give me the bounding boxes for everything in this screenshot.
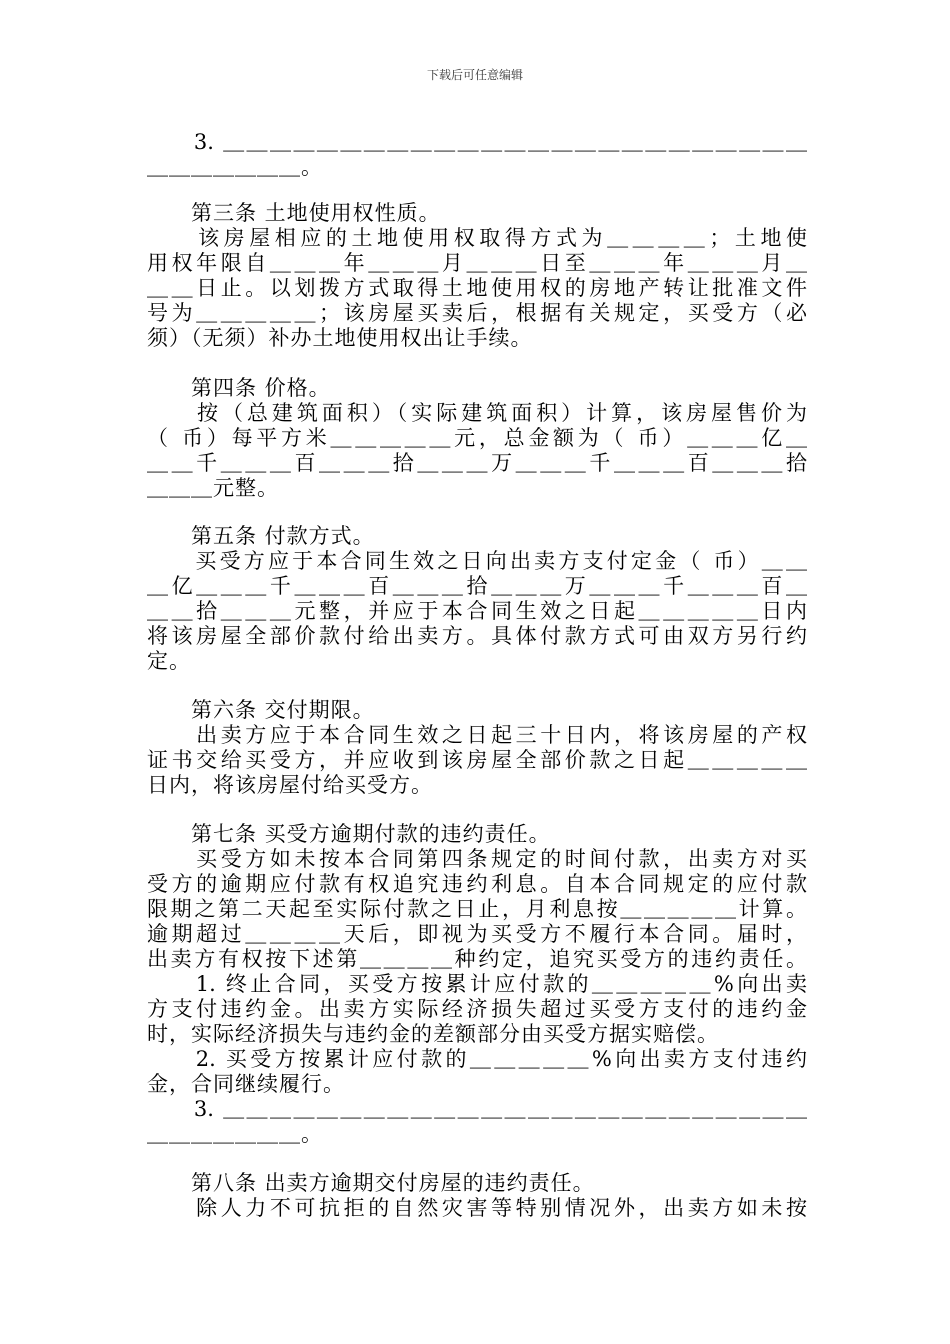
text-line: 定。 (147, 649, 191, 673)
text-line: ＿亿＿＿＿千＿＿＿百＿＿＿拾＿＿＿万＿＿＿千＿＿＿百＿ (147, 574, 807, 598)
text-line: 证书交给买受方，并应收到该房屋全部价款之日起＿＿＿＿＿ (147, 748, 807, 772)
text-line: 1. 终止合同，买受方按累计应付款的＿＿＿＿＿%向出卖 (147, 972, 807, 996)
text-line: 买受方如未按本合同第四条规定的时间付款，出卖方对买 (147, 847, 807, 871)
text-line: 该房屋相应的土地使用权取得方式为＿＿＿＿；土地使 (147, 226, 807, 250)
text-line: 出卖方有权按下述第＿＿＿＿种约定，追究买受方的违约责任。 (147, 947, 807, 971)
section-heading: 第八条 出卖方逾期交付房屋的违约责任。 (147, 1171, 595, 1195)
text-line: 金，合同继续履行。 (147, 1072, 345, 1096)
text-line: ＿＿＿＿＿＿＿。 (147, 1122, 323, 1146)
text-line: 号为＿＿＿＿＿；该房屋买卖后，根据有关规定，买受方（必 (147, 301, 807, 325)
text-line: 须）（无须）补办土地使用权出让手续。 (147, 326, 533, 350)
text-line: （ 币）每平方米＿＿＿＿＿元，总金额为（ 币）＿＿＿亿＿ (147, 426, 807, 450)
text-line: 逾期超过＿＿＿＿天后，即视为买受方不履行本合同。届时， (147, 922, 807, 946)
page-header: 下载后可任意编辑 (426, 68, 523, 82)
section-heading: 第五条 付款方式。 (147, 524, 375, 548)
text-line: 限期之第二天起至实际付款之日止，月利息按＿＿＿＿＿计算。 (147, 897, 807, 921)
text-line: 受方的逾期应付款有权追究违约利息。自本合同规定的应付款 (147, 872, 807, 896)
text-line: 将该房屋全部价款付给出卖方。具体付款方式可由双方另行约 (147, 624, 807, 648)
text-line: ＿＿＿元整。 (147, 476, 279, 500)
text-line: 出卖方应于本合同生效之日起三十日内，将该房屋的产权 (147, 723, 807, 747)
text-line: 按（总建筑面积）（实际建筑面积）计算，该房屋售价为 (147, 401, 807, 425)
text-line: ＿＿＿＿＿＿＿。 (147, 155, 323, 179)
text-line: 用权年限自＿＿＿年＿＿＿月＿＿＿日至＿＿＿年＿＿＿月＿ (147, 251, 807, 275)
text-line: ＿＿千＿＿＿百＿＿＿拾＿＿＿万＿＿＿千＿＿＿百＿＿＿拾 (147, 451, 807, 475)
section-heading: 第六条 交付期限。 (147, 698, 375, 722)
section-heading: 第四条 价格。 (147, 376, 331, 400)
text-line: 时，实际经济损失与违约金的差额部分由买受方据实赔偿。 (147, 1022, 719, 1046)
section-heading: 第三条 土地使用权性质。 (147, 201, 441, 225)
text-line: 3. ＿＿＿＿＿＿＿＿＿＿＿＿＿＿＿＿＿＿＿＿＿＿＿＿＿ (147, 1097, 807, 1121)
text-line: 买受方应于本合同生效之日向出卖方支付定金（ 币）＿＿ (147, 549, 807, 573)
text-line: 方支付违约金。出卖方实际经济损失超过买受方支付的违约金 (147, 997, 807, 1021)
text-line: 日内，将该房屋付给买受方。 (147, 773, 433, 797)
text-line: ＿＿拾＿＿＿元整，并应于本合同生效之日起＿＿＿＿＿日内 (147, 599, 807, 623)
text-line: 3. ＿＿＿＿＿＿＿＿＿＿＿＿＿＿＿＿＿＿＿＿＿＿＿＿＿ (147, 130, 807, 154)
section-heading: 第七条 买受方逾期付款的违约责任。 (147, 822, 551, 846)
text-line: 2. 买受方按累计应付款的＿＿＿＿＿%向出卖方支付违约 (147, 1047, 807, 1071)
text-line: 除人力不可抗拒的自然灾害等特别情况外，出卖方如未按 (147, 1196, 807, 1220)
text-line: ＿＿日止。以划拨方式取得土地使用权的房地产转让批准文件 (147, 276, 807, 300)
